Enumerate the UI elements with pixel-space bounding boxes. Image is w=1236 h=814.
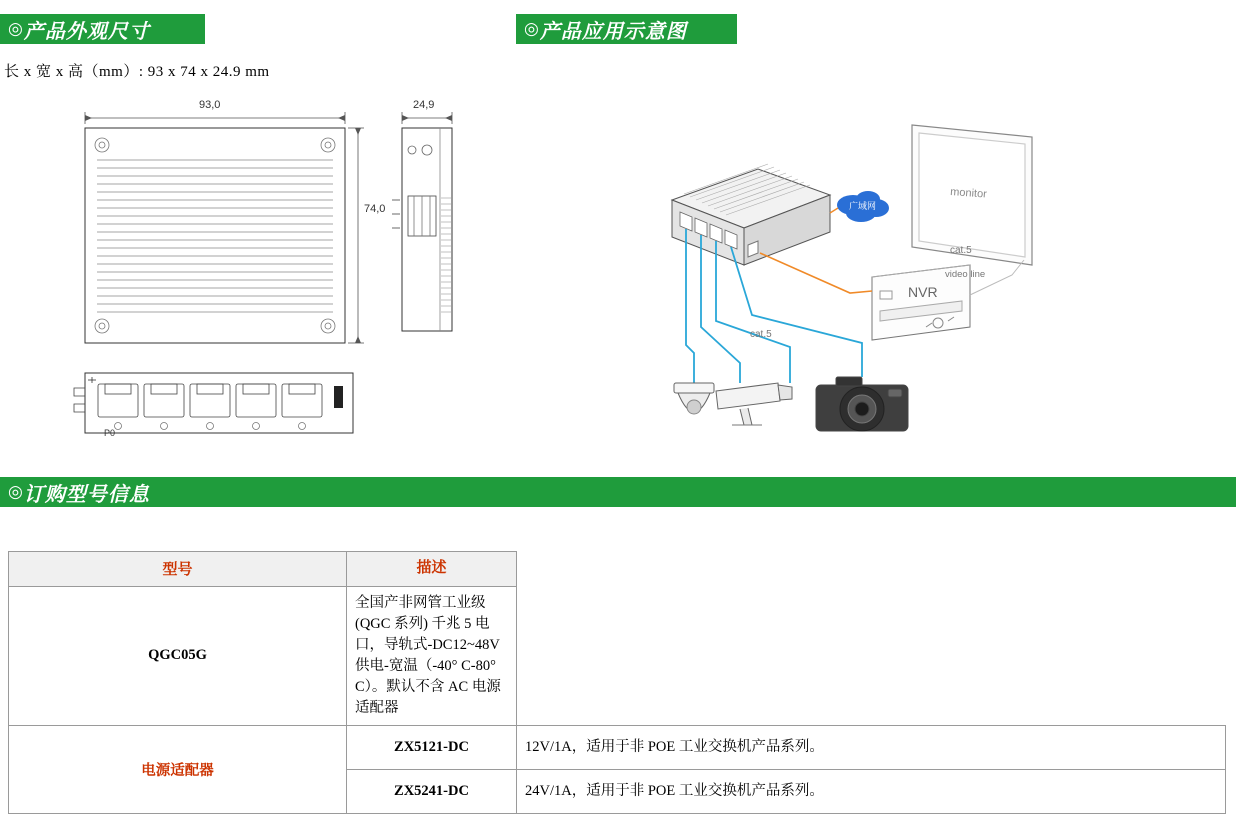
application-diagram-svg — [640, 95, 1220, 455]
table-header-row — [9, 552, 1226, 587]
cell-model-qgc05g: QGC05G — [9, 586, 347, 725]
table-row — [9, 725, 1226, 769]
cat5-bottom-label: cat.5 — [750, 329, 772, 340]
application-topology-diagram — [640, 95, 1220, 455]
cell-desc-zx5241: 24V/1A，适用于非 POE 工业交换机产品系列。 — [517, 769, 1226, 813]
cell-desc-zx5121: 12V/1A，适用于非 POE 工业交换机产品系列。 — [517, 725, 1226, 769]
cell-model-zx5121: ZX5121-DC — [347, 725, 517, 769]
section-title-application: 产品应用示意图 — [539, 20, 687, 43]
cat5-top-label: cat.5 — [950, 245, 972, 256]
ordering-information-table — [8, 551, 1226, 814]
section-title-dimensions: 产品外观尺寸 — [23, 20, 150, 43]
section-title-ordering: 订购型号信息 — [23, 483, 150, 506]
bullet-icon: ◎ — [8, 482, 23, 501]
nvr-label: NVR — [908, 284, 938, 300]
cell-model-zx5241: ZX5241-DC — [347, 769, 517, 813]
column-header-description: 描述 — [347, 552, 517, 587]
table-row — [9, 586, 1226, 725]
label-depth: 24,9 — [413, 99, 435, 111]
cell-desc-qgc05g: 全国产非网管工业级(QGC 系列) 千兆 5 电口，导轨式-DC12~48V 供电-宽温（-40° C-80° C）。默认不含 AC 电源适配器 — [347, 586, 517, 725]
label-height: 74,0 — [364, 203, 386, 215]
monitor-label: monitor — [949, 186, 988, 201]
label-front-mark: P0 — [104, 428, 116, 438]
dimension-drawing-svg — [0, 88, 520, 458]
bullet-icon: ◎ — [524, 19, 539, 38]
video-line-label: video line — [945, 269, 986, 280]
dimension-note: 长 x 宽 x 高（mm）: 93 x 74 x 24.9 mm — [4, 64, 270, 80]
product-dimension-drawing — [0, 88, 520, 458]
section-header-application — [516, 14, 737, 44]
bullet-icon: ◎ — [8, 19, 23, 38]
section-header-dimensions — [0, 14, 205, 44]
cloud-label: 广域网 — [849, 202, 877, 212]
label-width: 93,0 — [199, 99, 221, 111]
section-header-ordering — [0, 477, 1236, 507]
column-header-model: 型号 — [9, 552, 347, 587]
cell-group-power-adapter: 电源适配器 — [9, 725, 347, 813]
